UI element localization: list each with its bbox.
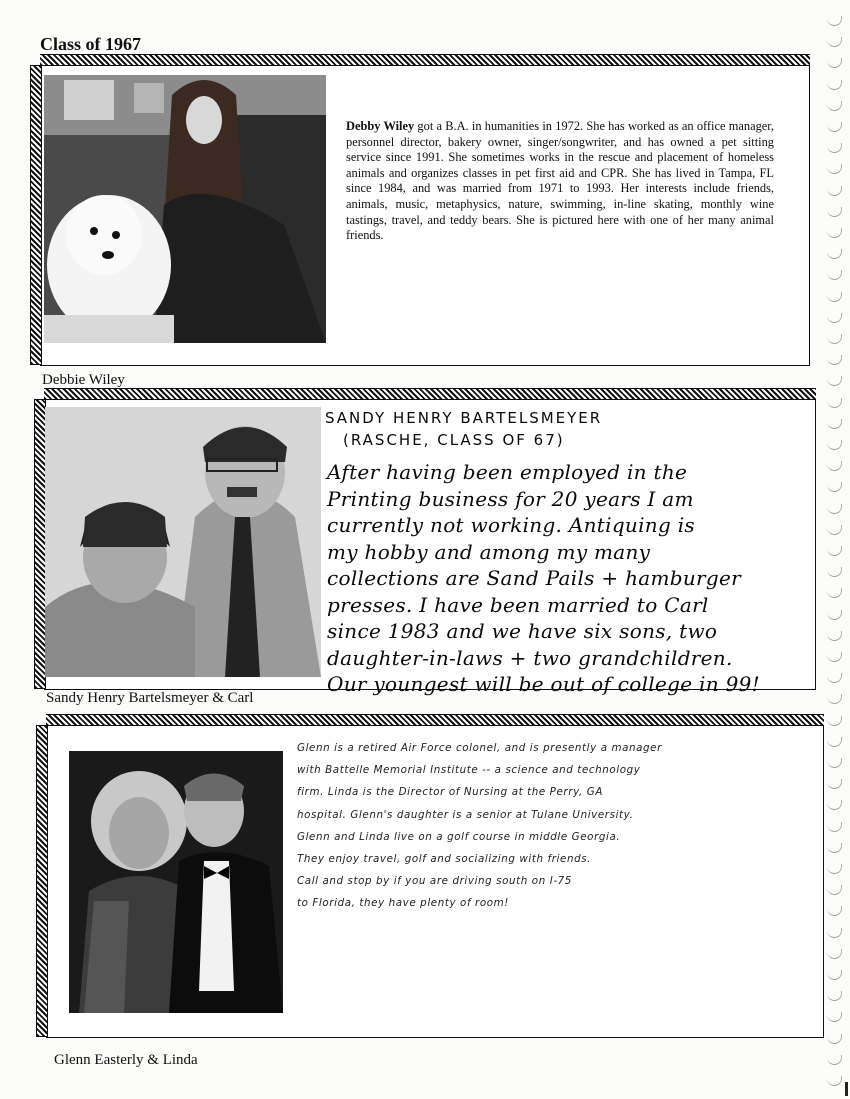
- binder-rings: [822, 0, 844, 1099]
- note-line: Glenn is a retired Air Force colonel, and is presently a manager: [297, 742, 662, 754]
- sandy-photo: [45, 407, 321, 677]
- binder-ring-icon: [827, 207, 842, 217]
- note-line: Call and stop by if you are driving south on I-75: [297, 875, 572, 888]
- binder-ring-icon: [827, 610, 842, 620]
- heading-line-1: SANDY HENRY BARTELSMEYER: [325, 409, 603, 427]
- debbie-photo-image: [44, 75, 326, 343]
- binder-ring-icon: [827, 334, 842, 344]
- binder-ring-icon: [827, 822, 842, 832]
- note-line: firm. Linda is the Director of Nursing at the Perry, GA: [297, 786, 603, 799]
- binder-ring-icon: [827, 16, 842, 26]
- heading-line-2: (RASCHE, CLASS OF 67): [343, 431, 565, 449]
- binder-ring-icon: [827, 313, 842, 323]
- binder-ring-icon: [827, 525, 842, 535]
- glenn-photo: [69, 751, 283, 1013]
- debbie-bio: [346, 119, 774, 244]
- binder-ring-icon: [827, 970, 842, 980]
- note-line: They enjoy travel, golf and socializing with friends.: [297, 853, 592, 866]
- binder-ring-icon: [827, 631, 842, 641]
- binder-ring-icon: [827, 758, 842, 768]
- note-line: Glenn and Linda live on a golf course in middle Georgia.: [297, 830, 621, 843]
- note-line: After having been employed in the: [327, 460, 688, 484]
- frame-pattern-left: [30, 65, 42, 365]
- caption-sandy-bartelsmeyer: Sandy Henry Bartelsmeyer & Carl: [46, 690, 254, 706]
- binder-ring-icon: [827, 737, 842, 747]
- caption-glenn-easterly: Glenn Easterly & Linda: [54, 1052, 198, 1068]
- binder-ring-icon: [827, 228, 842, 238]
- sandy-heading: [325, 407, 602, 451]
- binder-ring-icon: [827, 376, 842, 386]
- entry-debbie-wiley: [40, 64, 810, 366]
- entry-sandy-bartelsmeyer: [44, 398, 816, 696]
- binder-ring-icon: [827, 419, 842, 429]
- binder-ring-icon: [827, 101, 842, 111]
- binder-ring-icon: [827, 1012, 842, 1022]
- note-line: Our youngest will be out of college in 99!: [327, 672, 760, 696]
- binder-ring-icon: [827, 906, 842, 916]
- note-line: since 1983 and we have six sons, two: [327, 619, 718, 643]
- binder-ring-icon: [827, 843, 842, 853]
- binder-ring-icon: [827, 694, 842, 704]
- binder-ring-icon: [827, 504, 842, 514]
- binder-ring-icon: [827, 461, 842, 471]
- binder-ring-icon: [827, 949, 842, 959]
- binder-ring-icon: [827, 482, 842, 492]
- binder-ring-icon: [827, 292, 842, 302]
- page-title: Class of 1967: [40, 34, 142, 54]
- frame-pattern-top: [40, 54, 810, 66]
- binder-ring-icon: [827, 864, 842, 874]
- frame-pattern-left: [36, 725, 48, 1037]
- note-line: collections are Sand Pails + hamburger: [327, 566, 742, 590]
- binder-ring-icon: [827, 716, 842, 726]
- bio-text: got a B.A. in humanities in 1972. She has worked as an office manager, personnel director, bakery owner, singer/songwriter, and has owned a pet sitting service since 1991. She sometimes works in the rescue and placement of homeless animals and organizes classes in pet first aid and CPR. She has lived in Tampa, FL since 1984, and was married from 1971 to 1993. Her interests include friends, animals, music, metaphysics, nature, swimming, in-line skating, monthly wine tastings, travel, and teddy bears. She is pictured here with one of her many animal friends.: [346, 119, 774, 243]
- binder-ring-icon: [827, 673, 842, 683]
- binder-ring-icon: [827, 164, 842, 174]
- binder-ring-icon: [827, 398, 842, 408]
- debbie-photo: [44, 75, 326, 343]
- binder-ring-icon: [827, 588, 842, 598]
- frame-pattern-top: [46, 714, 824, 726]
- note-line: hospital. Glenn's daughter is a senior at Tulane University.: [297, 808, 634, 821]
- binder-ring-icon: [827, 652, 842, 662]
- binder-ring-icon: [827, 440, 842, 450]
- caption-debbie-wiley: Debbie Wiley: [42, 372, 125, 388]
- sandy-photo-image: [45, 407, 321, 677]
- note-line: presses. I have been married to Carl: [327, 592, 709, 617]
- binder-ring-icon: [827, 37, 842, 47]
- binder-ring-icon: [827, 80, 842, 90]
- binder-ring-icon: [827, 779, 842, 789]
- page-edge-mark: [845, 1082, 848, 1096]
- binder-ring-icon: [827, 143, 842, 153]
- note-line: currently not working. Antiquing is: [327, 513, 695, 537]
- note-line: daughter-in-laws + two grandchildren.: [327, 645, 733, 670]
- binder-ring-icon: [827, 546, 842, 556]
- frame-pattern-top: [44, 388, 816, 400]
- note-line: with Battelle Memorial Institute -- a science and technology: [297, 764, 641, 777]
- binder-ring-icon: [827, 885, 842, 895]
- binder-ring-icon: [827, 122, 842, 132]
- binder-ring-icon: [827, 1034, 842, 1044]
- binder-ring-icon: [827, 1076, 842, 1086]
- note-line: to Florida, they have plenty of room!: [297, 897, 510, 910]
- bio-name: Debby Wiley: [346, 119, 415, 133]
- note-line: my hobby and among my many: [327, 539, 651, 564]
- binder-ring-icon: [827, 270, 842, 280]
- binder-ring-icon: [827, 928, 842, 938]
- note-line: Printing business for 20 years I am: [327, 486, 694, 511]
- binder-ring-icon: [827, 567, 842, 577]
- glenn-handwritten-note: [297, 737, 817, 915]
- binder-ring-icon: [827, 355, 842, 365]
- binder-ring-icon: [827, 991, 842, 1001]
- binder-ring-icon: [827, 58, 842, 68]
- sandy-handwritten-note: [327, 459, 807, 698]
- binder-ring-icon: [827, 186, 842, 196]
- binder-ring-icon: [827, 800, 842, 810]
- entry-glenn-easterly: [46, 724, 824, 1038]
- binder-ring-icon: [827, 1055, 842, 1065]
- glenn-photo-image: [69, 751, 283, 1013]
- binder-ring-icon: [827, 249, 842, 259]
